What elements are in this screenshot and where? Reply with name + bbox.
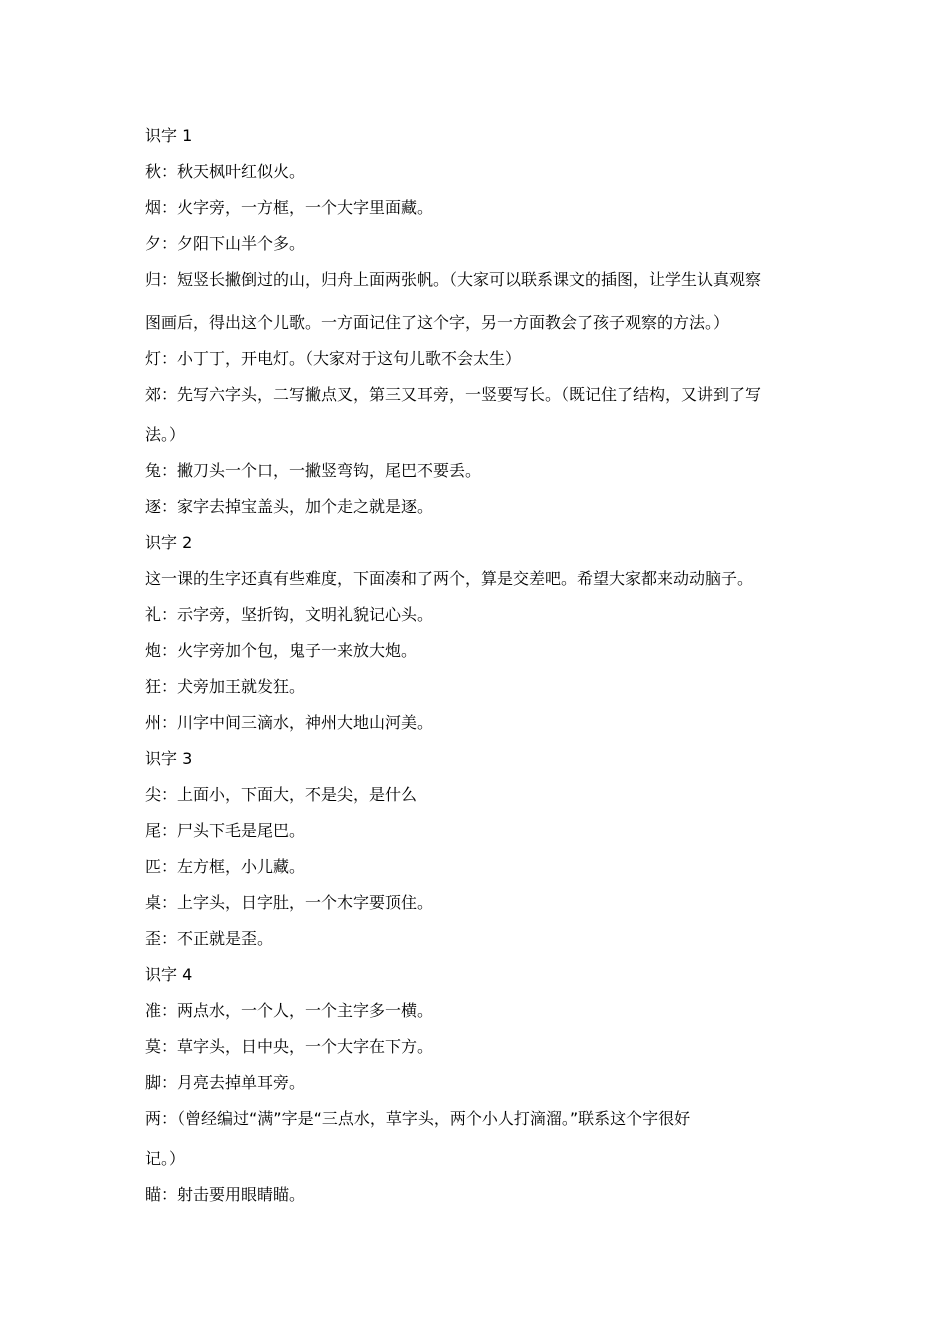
text-line: 这一课的生字还真有些难度，下面凑和了两个，算是交差吧。希望大家都来动动脑子。 bbox=[145, 569, 754, 588]
section-heading: 识字 1 bbox=[145, 126, 193, 145]
text-line: 法。） bbox=[145, 425, 186, 444]
text-line: 瞄：射击要用眼睛瞄。 bbox=[145, 1185, 306, 1204]
text-line: 尾：尸头下毛是尾巴。 bbox=[145, 821, 306, 840]
text-line: 准：两点水，一个人，一个主字多一横。 bbox=[145, 1001, 434, 1020]
text-line: 灯：小丁丁，开电灯。（大家对于这句儿歌不会太生） bbox=[145, 349, 522, 368]
text-line: 州：川字中间三滴水，神州大地山河美。 bbox=[145, 713, 434, 732]
section-heading: 识字 2 bbox=[145, 533, 193, 552]
text-line: 匹：左方框，小儿藏。 bbox=[145, 857, 306, 876]
text-line: 尖：上面小，下面大，不是尖，是什么 bbox=[145, 785, 418, 804]
text-line: 图画后，得出这个儿歌。一方面记住了这个字，另一方面教会了孩子观察的方法。） bbox=[145, 313, 730, 332]
text-line: 秋：秋天枫叶红似火。 bbox=[145, 162, 306, 181]
text-line: 兔：撇刀头一个口，一撇竖弯钩，尾巴不要丢。 bbox=[145, 461, 482, 480]
text-line: 逐：家字去掉宝盖头，加个走之就是逐。 bbox=[145, 497, 434, 516]
text-line: 礼：示字旁，坚折钩，文明礼貌记心头。 bbox=[145, 605, 434, 624]
section-heading: 识字 3 bbox=[145, 749, 193, 768]
text-line: 两：（曾经编过“满”字是“三点水，草字头，两个小人打滴溜。”联系这个字很好 bbox=[145, 1109, 691, 1128]
text-line: 郊：先写六字头，二写撇点叉，第三又耳旁，一竖要写长。（既记住了结构，又讲到了写 bbox=[145, 385, 762, 404]
text-line: 炮：火字旁加个包，鬼子一来放大炮。 bbox=[145, 641, 418, 660]
text-line: 归：短竖长撇倒过的山，归舟上面两张帆。（大家可以联系课文的插图，让学生认真观察 bbox=[145, 270, 762, 289]
text-line: 歪：不正就是歪。 bbox=[145, 929, 274, 948]
section-heading: 识字 4 bbox=[145, 965, 193, 984]
text-line: 莫：草字头，日中央，一个大字在下方。 bbox=[145, 1037, 434, 1056]
text-line: 脚：月亮去掉单耳旁。 bbox=[145, 1073, 306, 1092]
text-line: 烟：火字旁，一方框，一个大字里面藏。 bbox=[145, 198, 434, 217]
text-line: 桌：上字头，日字肚，一个木字要顶住。 bbox=[145, 893, 434, 912]
text-line: 夕：夕阳下山半个多。 bbox=[145, 234, 306, 253]
text-line: 狂：犬旁加王就发狂。 bbox=[145, 677, 306, 696]
text-line: 记。） bbox=[145, 1149, 186, 1168]
